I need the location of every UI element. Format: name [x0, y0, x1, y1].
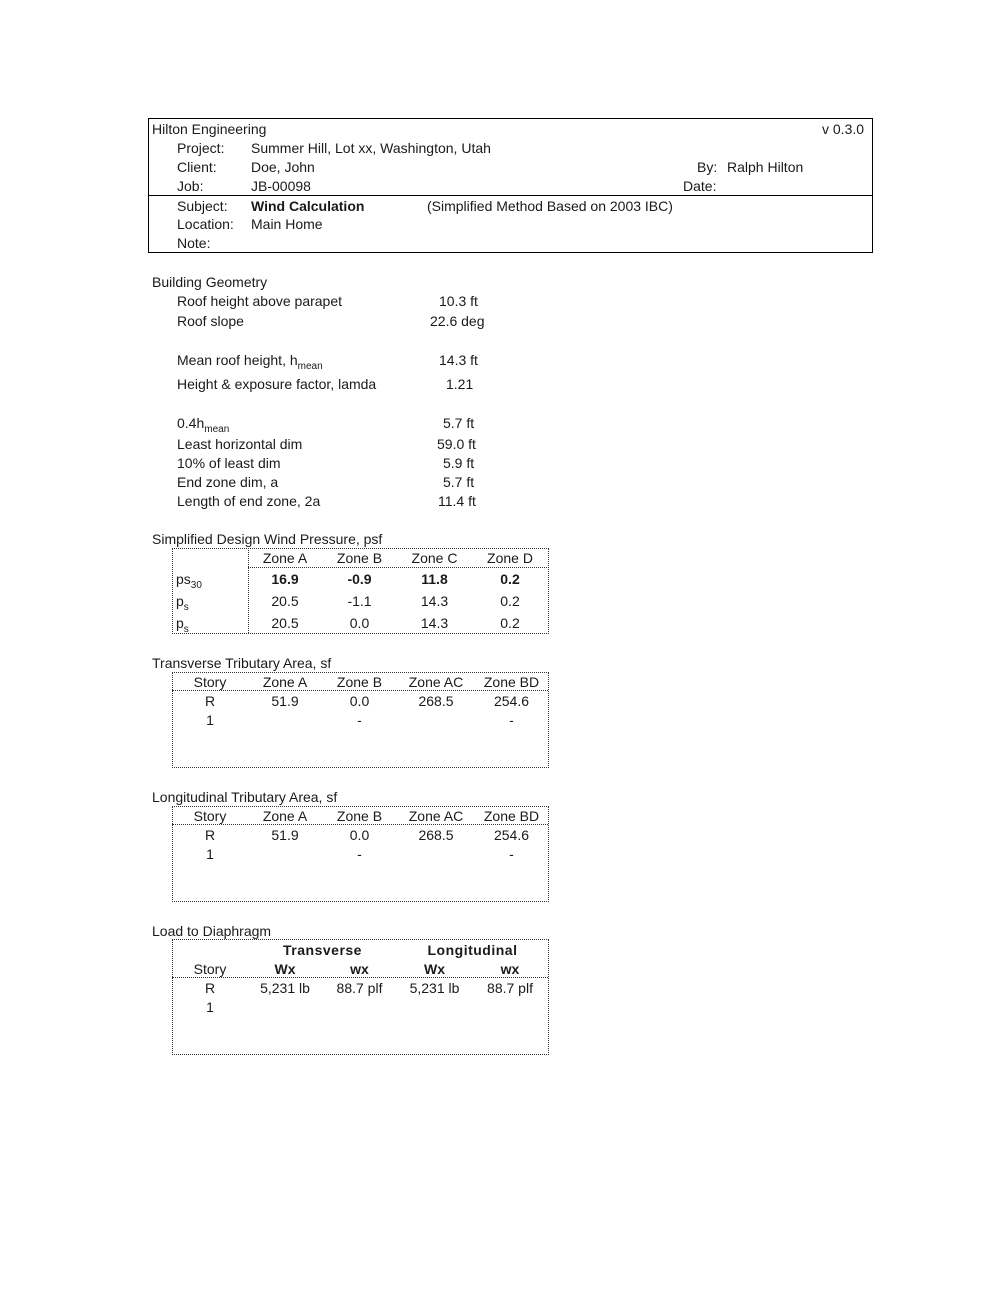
geometry-value-end-zone-dim: 5.7 ft: [443, 474, 475, 490]
pressure-cell: -0.9: [347, 571, 372, 587]
pressure-cell: 14.3: [420, 593, 449, 609]
longitudinal-header-zone-bd: Zone BD: [483, 808, 540, 824]
subject-value: Wind Calculation: [251, 198, 365, 214]
client-value: Doe, John: [251, 159, 315, 175]
geometry-value-roof-slope: 22.6 deg: [430, 313, 485, 329]
geometry-label-exposure-factor: Height & exposure factor, lamda: [177, 376, 377, 392]
version-label: v 0.3.0: [822, 121, 865, 137]
geometry-value-least-dim: 59.0 ft: [437, 436, 476, 452]
diaphragm-cell: R: [204, 980, 216, 996]
project-value: Summer Hill, Lot xx, Washington, Utah: [251, 140, 491, 156]
transverse-header-zone-ac: Zone AC: [408, 674, 464, 690]
pressure-cell: 16.9: [271, 571, 299, 587]
transverse-header-zone-bd: Zone BD: [483, 674, 540, 690]
geometry-label-roof-slope: Roof slope: [177, 313, 244, 329]
transverse-cell: -: [357, 712, 362, 728]
geometry-label-ten-percent: 10% of least dim: [177, 455, 281, 471]
longitudinal-cell: 254.6: [493, 827, 530, 843]
diaphragm-cell: 88.7 plf: [487, 980, 533, 996]
pressure-row-label-ps30: $ps_{30}$: [176, 571, 202, 591]
transverse-cell: 0.0: [349, 693, 370, 709]
location-value: Main Home: [251, 216, 323, 232]
pressure-cell: 0.2: [500, 593, 520, 609]
subject-note: (Simplified Method Based on 2003 IBC): [427, 198, 673, 214]
diaphragm-header-wx-line-longitudinal: wx: [500, 961, 520, 977]
pressure-header-zone-c: Zone C: [411, 550, 458, 566]
diaphragm-header-wx-line-transverse: wx: [350, 961, 369, 977]
project-label: Project:: [177, 140, 225, 156]
diaphragm-title: Load to Diaphragm: [152, 923, 272, 939]
diaphragm-header-wx-total-transverse: Wx: [274, 961, 296, 977]
pressure-cell: 0.2: [500, 571, 520, 587]
job-value: JB-00098: [251, 178, 311, 194]
pressure-header-zone-b: Zone B: [336, 550, 383, 566]
geometry-label-least-dim: Least horizontal dim: [177, 436, 303, 452]
pressure-title: Simplified Design Wind Pressure, psf: [152, 531, 383, 547]
geometry-title: Building Geometry: [152, 274, 268, 290]
longitudinal-cell: 268.5: [418, 827, 454, 843]
transverse-title: Transverse Tributary Area, sf: [152, 655, 332, 671]
pressure-header-zone-d: Zone D: [487, 550, 533, 566]
date-label: Date:: [683, 178, 717, 194]
pressure-header-zone-a: Zone A: [262, 550, 308, 566]
by-value: Ralph Hilton: [727, 159, 804, 175]
longitudinal-title: Longitudinal Tributary Area, sf: [152, 789, 338, 805]
diaphragm-cell: 5,231 lb: [260, 980, 310, 996]
pressure-cell: 14.3: [420, 615, 449, 631]
transverse-cell: 51.9: [271, 693, 299, 709]
diaphragm-group-transverse: Transverse: [283, 942, 362, 958]
longitudinal-cell: 1: [206, 846, 214, 862]
job-label: Job:: [177, 178, 204, 194]
transverse-header-zone-b: Zone B: [336, 674, 383, 690]
longitudinal-cell: -: [357, 846, 362, 862]
transverse-cell: 1: [206, 712, 214, 728]
diaphragm-header-story: Story: [193, 961, 227, 977]
pressure-header-rule: [248, 567, 547, 568]
geometry-value-end-zone-length: 11.4 ft: [438, 493, 476, 509]
geometry-label-mean-roof-height: Mean roof height, $h_{mean}$: [177, 352, 323, 372]
diaphragm-group-longitudinal: Longitudinal: [427, 942, 518, 958]
transverse-cell: 254.6: [493, 693, 530, 709]
geometry-value-04h: 5.7 ft: [443, 415, 475, 431]
longitudinal-header-zone-b: Zone B: [336, 808, 383, 824]
transverse-header-zone-a: Zone A: [262, 674, 308, 690]
longitudinal-cell: R: [204, 827, 216, 843]
transverse-cell: -: [509, 712, 514, 728]
longitudinal-header-zone-ac: Zone AC: [408, 808, 464, 824]
geometry-value-roof-height: 10.3 ft: [439, 293, 478, 309]
geometry-value-mean-roof-height: 14.3 ft: [439, 352, 478, 368]
geometry-label-04h: $0.4h_{mean}$: [177, 415, 230, 435]
diaphragm-cell: 88.7 plf: [336, 980, 383, 996]
geometry-label-roof-height: Roof height above parapet: [177, 293, 343, 309]
pressure-cell: 0.0: [349, 615, 370, 631]
note-label: Note:: [177, 235, 211, 251]
longitudinal-header-zone-a: Zone A: [262, 808, 308, 824]
pressure-cell: 11.8: [421, 571, 448, 587]
transverse-cell: 268.5: [418, 693, 454, 709]
longitudinal-header-story: Story: [193, 808, 227, 824]
longitudinal-cell: 0.0: [349, 827, 370, 843]
header-divider: [148, 195, 873, 196]
diaphragm-cell: 1: [206, 999, 214, 1015]
pressure-row-label-ps-adjusted: $p_s$: [176, 615, 189, 635]
pressure-cell: 20.5: [271, 593, 299, 609]
pressure-cell: 20.5: [271, 615, 299, 631]
pressure-cell: -1.1: [347, 593, 372, 609]
pressure-row-label-ps: $p_s$: [176, 593, 189, 613]
diaphragm-header-wx-total-longitudinal: Wx: [424, 961, 445, 977]
longitudinal-cell: 51.9: [271, 827, 299, 843]
subject-label: Subject:: [177, 198, 228, 214]
geometry-value-ten-percent: 5.9 ft: [443, 455, 475, 471]
transverse-header-story: Story: [193, 674, 227, 690]
client-label: Client:: [177, 159, 217, 175]
pressure-cell: 0.2: [500, 615, 520, 631]
geometry-label-end-zone-dim: End zone dim, a: [177, 474, 279, 490]
by-label: By:: [697, 159, 718, 175]
geometry-label-end-zone-length: Length of end zone, 2a: [177, 493, 321, 509]
geometry-value-exposure-factor: 1.21: [446, 376, 474, 392]
transverse-cell: R: [204, 693, 216, 709]
location-label: Location:: [177, 216, 234, 232]
longitudinal-cell: -: [509, 846, 514, 862]
company-name: Hilton Engineering: [152, 121, 267, 137]
diaphragm-cell: 5,231 lb: [409, 980, 460, 996]
